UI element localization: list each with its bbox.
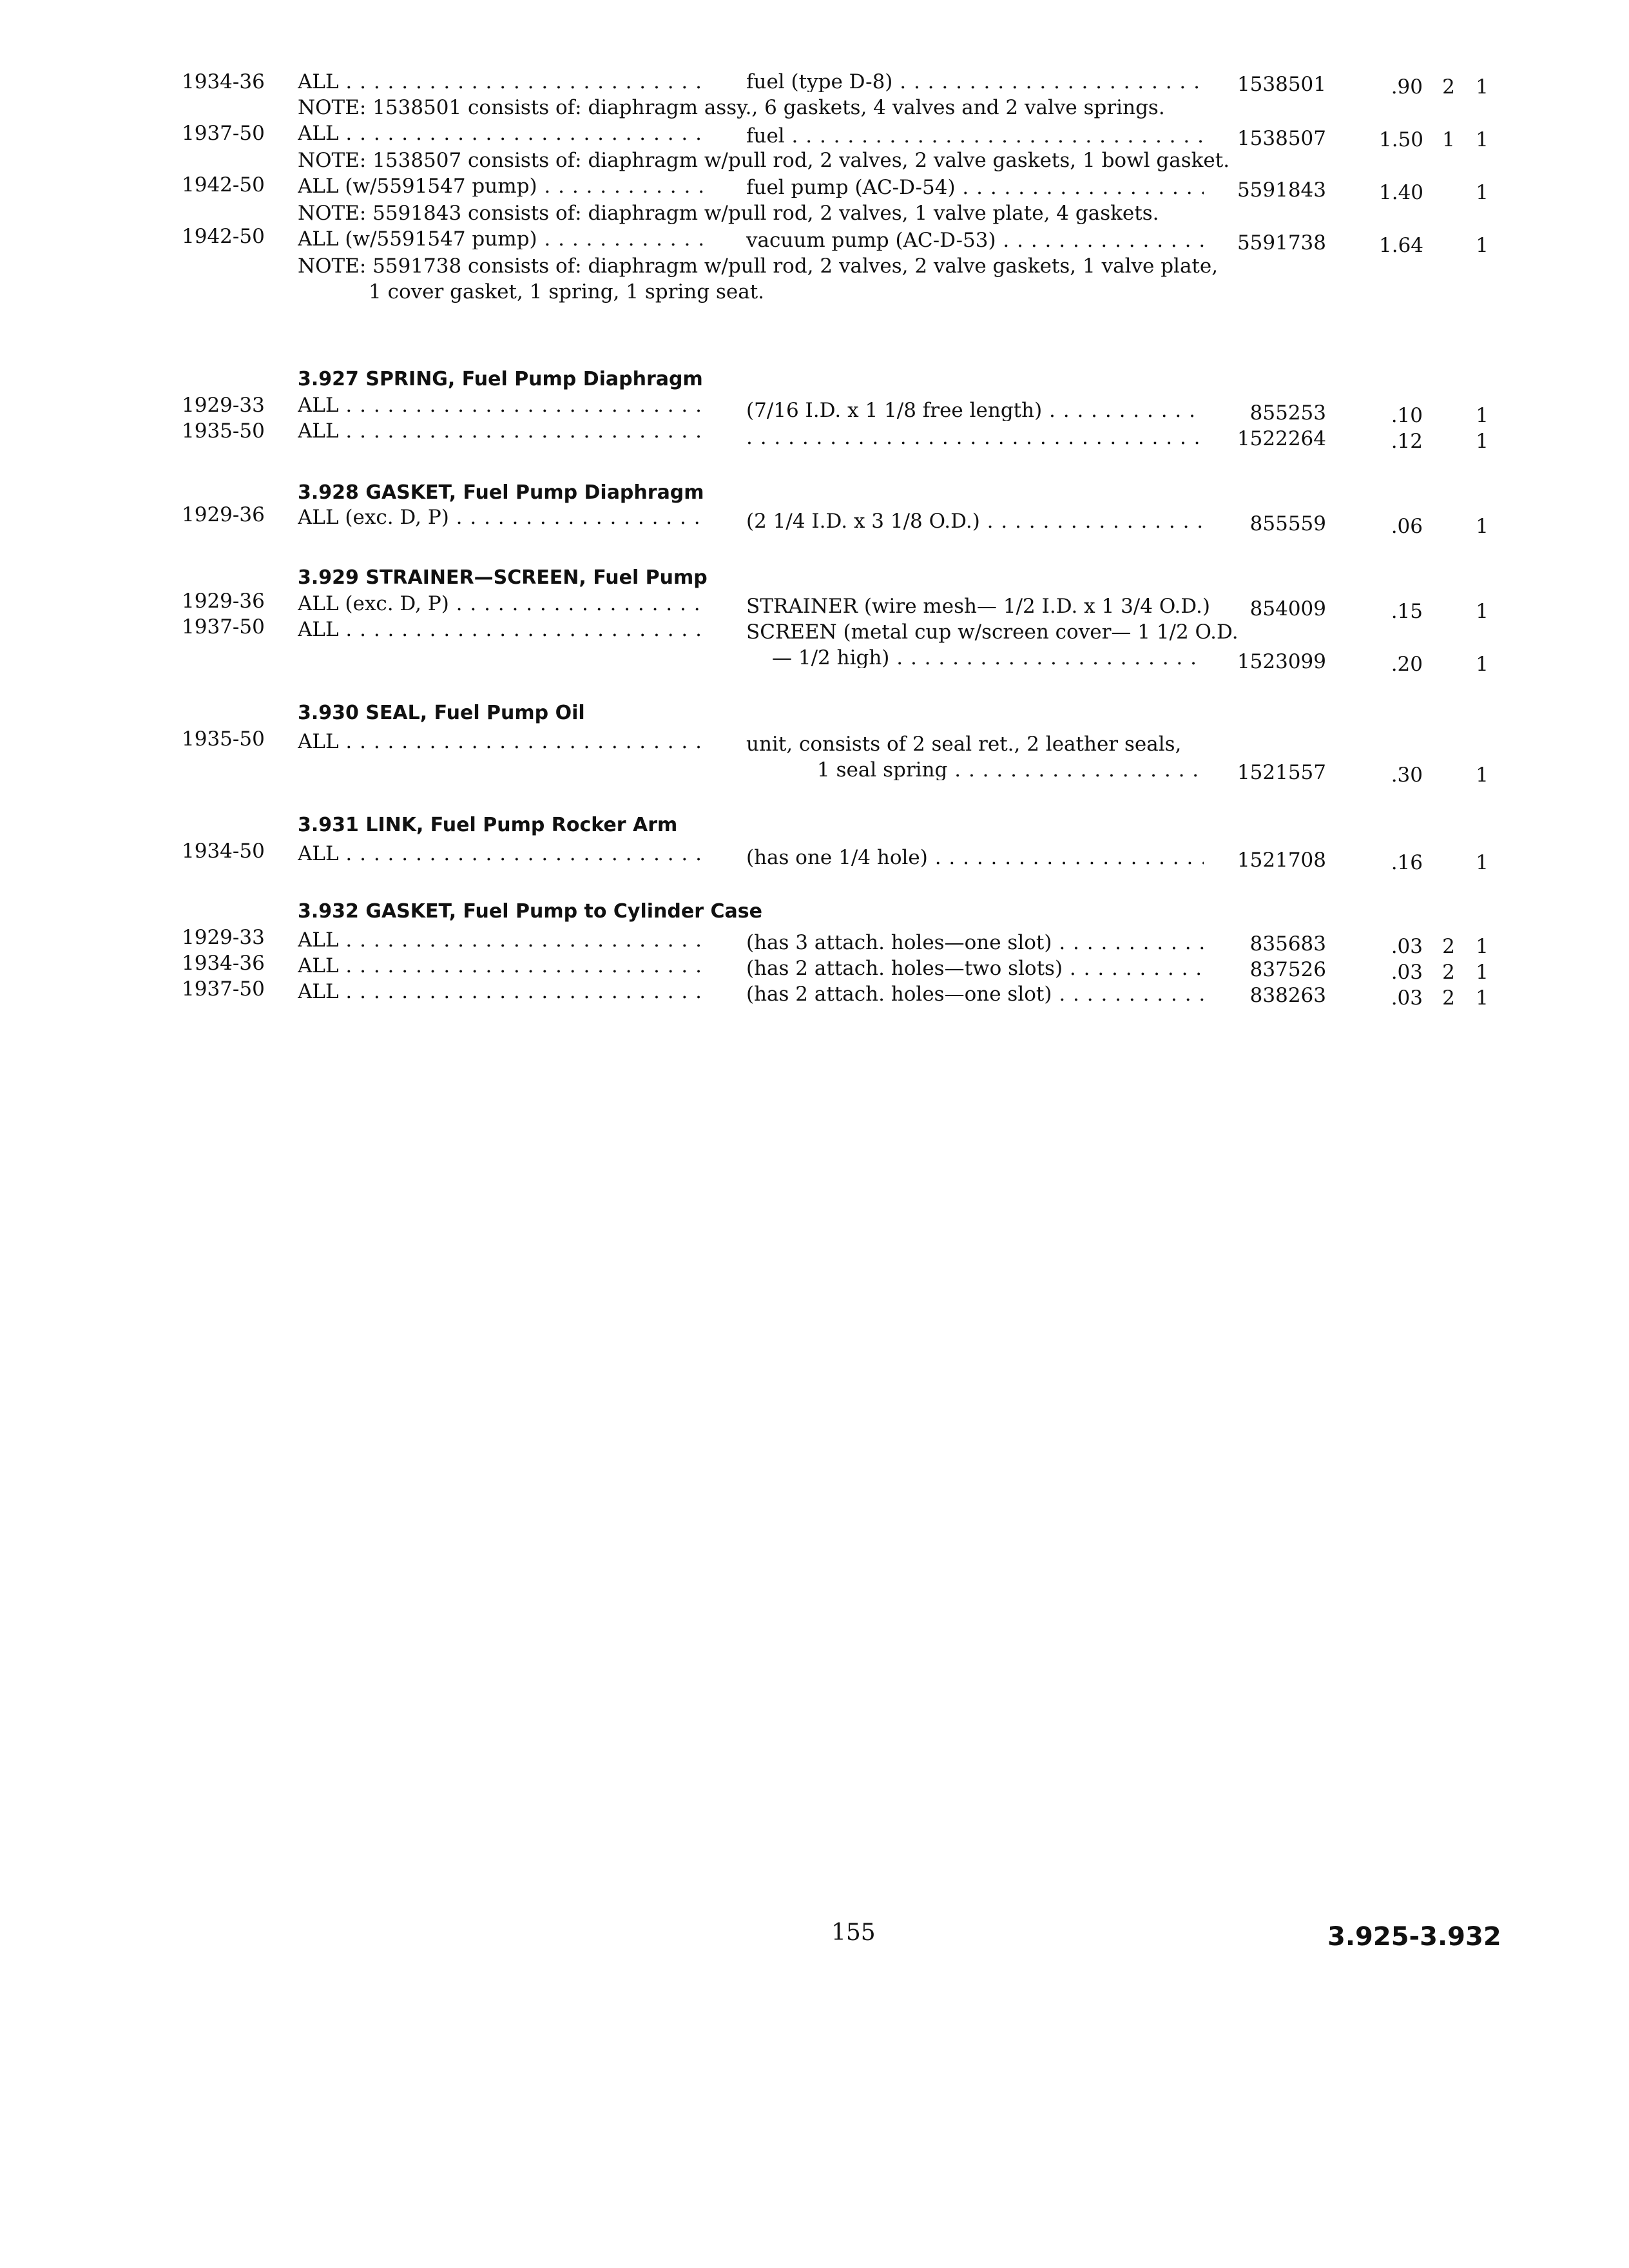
price: .03 bbox=[1391, 986, 1423, 1010]
quantity-b: 1 bbox=[1476, 181, 1489, 204]
section-heading: 3.927 SPRING, Fuel Pump Diaphragm bbox=[298, 368, 703, 390]
quantity-b: 1 bbox=[1476, 851, 1489, 874]
quantity-a: 2 bbox=[1442, 961, 1455, 984]
application: ALL . . . bbox=[298, 396, 708, 416]
description: (has one 1/4 hole) . . . bbox=[746, 848, 1204, 868]
description-continuation: 1 seal spring . . . bbox=[817, 760, 1204, 780]
description: fuel . . . bbox=[746, 126, 1204, 146]
years: 1929-33 bbox=[182, 926, 265, 949]
application: ALL (exc. D, P) . . . bbox=[298, 508, 708, 528]
note: NOTE: 5591843 consists of: diaphragm w/pull rod, 2 valves, 1 valve plate, 4 gaskets. bbox=[298, 202, 1159, 225]
application: ALL . . . bbox=[298, 956, 708, 976]
description: (has 2 attach. holes—one slot) . . . bbox=[746, 985, 1204, 1004]
years: 1929-36 bbox=[182, 503, 265, 526]
application: ALL . . . bbox=[298, 982, 708, 1002]
note: NOTE: 1538507 consists of: diaphragm w/pull rod, 2 valves, 2 valve gaskets, 1 bowl gasket. bbox=[298, 149, 1230, 172]
page-number: 155 bbox=[831, 1919, 876, 1946]
years: 1934-36 bbox=[182, 952, 265, 975]
part-number: 855253 bbox=[1249, 401, 1326, 425]
application: ALL (exc. D, P) . . . bbox=[298, 594, 708, 614]
quantity-b: 1 bbox=[1476, 764, 1489, 787]
years: 1937-50 bbox=[182, 122, 265, 145]
price: 1.40 bbox=[1379, 181, 1424, 204]
part-number: 1522264 bbox=[1237, 427, 1326, 450]
quantity-b: 1 bbox=[1476, 653, 1489, 676]
part-number: 5591843 bbox=[1237, 178, 1326, 202]
quantity-b: 1 bbox=[1476, 404, 1489, 427]
note: NOTE: 5591738 consists of: diaphragm w/pull rod, 2 valves, 2 valve gaskets, 1 valve plate, bbox=[298, 255, 1219, 278]
description: STRAINER (wire mesh— 1/2 I.D. x 1 3/4 O.D.) . . . bbox=[746, 597, 1210, 617]
description: (2 1/4 I.D. x 3 1/8 O.D.) . . . bbox=[746, 512, 1204, 532]
description: fuel (type D-8) . . . bbox=[746, 72, 1204, 92]
application: ALL . . . bbox=[298, 732, 708, 752]
section-heading: 3.932 GASKET, Fuel Pump to Cylinder Case bbox=[298, 900, 762, 923]
part-number: 855559 bbox=[1249, 512, 1326, 535]
quantity-b: 1 bbox=[1476, 961, 1489, 984]
description bbox=[746, 428, 1204, 448]
price: 1.64 bbox=[1379, 234, 1424, 257]
application: ALL . . . bbox=[298, 72, 708, 92]
quantity-b: 1 bbox=[1476, 430, 1489, 453]
part-number: 5591738 bbox=[1237, 231, 1326, 255]
price: 1.50 bbox=[1379, 128, 1424, 151]
part-number: 854009 bbox=[1249, 597, 1326, 620]
note: NOTE: 1538501 consists of: diaphragm assy., 6 gaskets, 4 valves and 2 valve springs. bbox=[298, 96, 1165, 119]
application: ALL . . . bbox=[298, 844, 708, 864]
application: ALL . . . bbox=[298, 124, 708, 144]
description: (has 2 attach. holes—two slots) . . . bbox=[746, 959, 1204, 979]
note-continuation: 1 cover gasket, 1 spring, 1 spring seat. bbox=[369, 280, 765, 303]
quantity-b: 1 bbox=[1476, 128, 1489, 151]
application: ALL (w/5591547 pump) . . . bbox=[298, 229, 708, 249]
quantity-b: 1 bbox=[1476, 75, 1489, 99]
quantity-a: 2 bbox=[1442, 935, 1455, 958]
price: .90 bbox=[1391, 75, 1423, 99]
years: 1929-33 bbox=[182, 394, 265, 417]
description: (7/16 I.D. x 1 1/8 free length) . . . bbox=[746, 401, 1204, 421]
price: .16 bbox=[1391, 851, 1423, 874]
description-continuation: — 1/2 high) . . . bbox=[772, 648, 1204, 668]
quantity-a: 2 bbox=[1442, 986, 1455, 1010]
price: .30 bbox=[1391, 764, 1423, 787]
years: 1942-50 bbox=[182, 225, 265, 248]
application: ALL . . . bbox=[298, 620, 708, 640]
price: .03 bbox=[1391, 961, 1423, 984]
price: .20 bbox=[1391, 653, 1423, 676]
description: unit, consists of 2 seal ret., 2 leather seals, bbox=[746, 733, 1182, 756]
section-heading: 3.929 STRAINER—SCREEN, Fuel Pump bbox=[298, 566, 708, 589]
years: 1934-36 bbox=[182, 70, 265, 93]
years: 1937-50 bbox=[182, 977, 265, 1001]
section-range: 3.925-3.932 bbox=[1327, 1922, 1501, 1952]
description: vacuum pump (AC-D-53) . . . bbox=[746, 231, 1204, 251]
quantity-a: 1 bbox=[1442, 128, 1455, 151]
quantity-b: 1 bbox=[1476, 515, 1489, 538]
part-number: 837526 bbox=[1249, 958, 1326, 981]
price: .03 bbox=[1391, 935, 1423, 958]
price: .06 bbox=[1391, 515, 1423, 538]
quantity-b: 1 bbox=[1476, 234, 1489, 257]
years: 1929-36 bbox=[182, 590, 265, 613]
application: ALL (w/5591547 pump) . . . bbox=[298, 177, 708, 197]
years: 1935-50 bbox=[182, 727, 265, 751]
quantity-a: 2 bbox=[1442, 75, 1455, 99]
section-heading: 3.928 GASKET, Fuel Pump Diaphragm bbox=[298, 481, 704, 504]
section-heading: 3.931 LINK, Fuel Pump Rocker Arm bbox=[298, 814, 678, 836]
part-number: 838263 bbox=[1249, 984, 1326, 1007]
years: 1942-50 bbox=[182, 173, 265, 197]
section-heading: 3.930 SEAL, Fuel Pump Oil bbox=[298, 702, 585, 724]
quantity-b: 1 bbox=[1476, 935, 1489, 958]
quantity-b: 1 bbox=[1476, 986, 1489, 1010]
application: ALL . . . bbox=[298, 930, 708, 950]
quantity-b: 1 bbox=[1476, 600, 1489, 623]
part-number: 835683 bbox=[1249, 932, 1326, 956]
description: SCREEN (metal cup w/screen cover— 1 1/2 O.D. bbox=[746, 620, 1239, 644]
price: .15 bbox=[1391, 600, 1423, 623]
years: 1937-50 bbox=[182, 615, 265, 639]
years: 1935-50 bbox=[182, 419, 265, 443]
part-number: 1538501 bbox=[1237, 73, 1326, 96]
price: .10 bbox=[1391, 404, 1423, 427]
description: fuel pump (AC-D-54) . . . bbox=[746, 178, 1204, 198]
description: (has 3 attach. holes—one slot) . . . bbox=[746, 933, 1204, 953]
part-number: 1521557 bbox=[1237, 761, 1326, 784]
application: ALL . . . bbox=[298, 421, 708, 441]
years: 1934-50 bbox=[182, 840, 265, 863]
part-number: 1538507 bbox=[1237, 127, 1326, 150]
part-number: 1521708 bbox=[1237, 849, 1326, 872]
part-number: 1523099 bbox=[1237, 650, 1326, 673]
price: .12 bbox=[1391, 430, 1423, 453]
